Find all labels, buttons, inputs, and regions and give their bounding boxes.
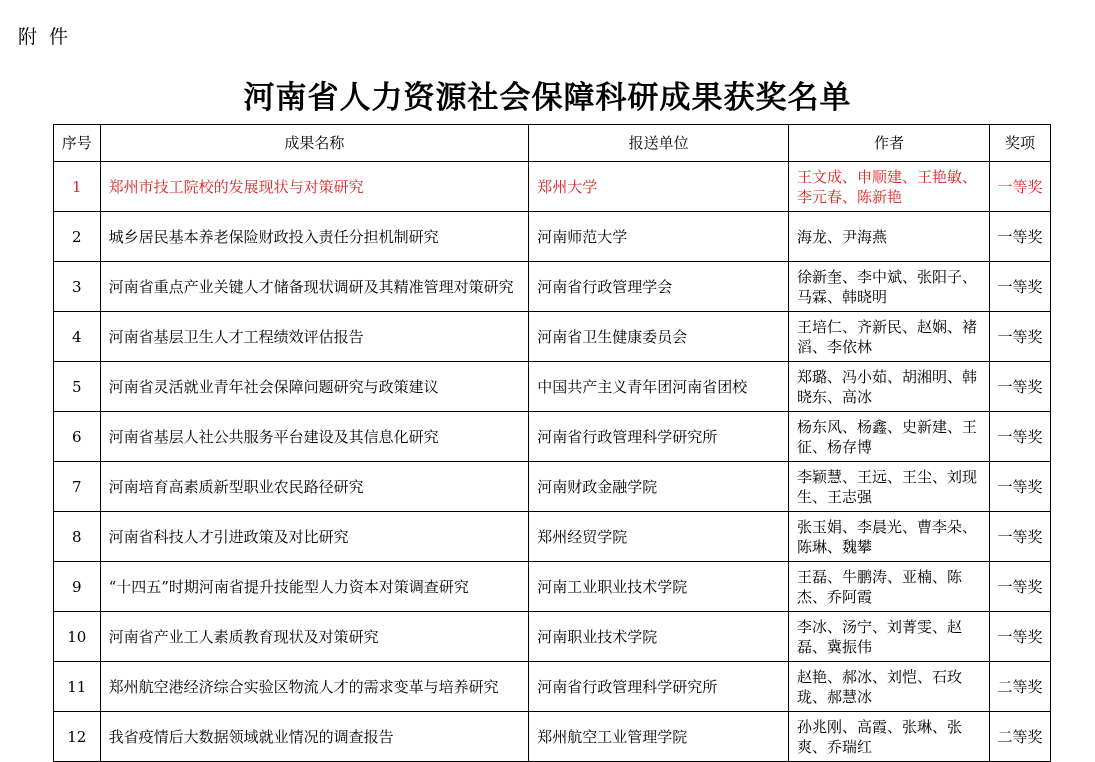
award-list-table	[53, 124, 1051, 762]
cell-award: 一等奖	[989, 262, 1050, 312]
cell-name: 河南省基层人社公共服务平台建设及其信息化研究	[100, 412, 529, 462]
cell-award: 一等奖	[989, 212, 1050, 262]
header-unit: 报送单位	[529, 125, 789, 162]
cell-name: 郑州航空港经济综合实验区物流人才的需求变革与培养研究	[100, 662, 529, 712]
cell-no: 11	[54, 662, 101, 712]
cell-name: 河南省重点产业关键人才储备现状调研及其精准管理对策研究	[100, 262, 529, 312]
cell-author: 王培仁、齐新民、赵娴、褚滔、李依林	[789, 312, 990, 362]
cell-unit: 河南省卫生健康委员会	[529, 312, 789, 362]
table-row	[54, 412, 1051, 462]
table-row	[54, 662, 1051, 712]
cell-name: 河南省产业工人素质教育现状及对策研究	[100, 612, 529, 662]
cell-name: 河南省灵活就业青年社会保障问题研究与政策建议	[100, 362, 529, 412]
table-row	[54, 512, 1051, 562]
cell-no: 4	[54, 312, 101, 362]
cell-no: 2	[54, 212, 101, 262]
cell-award: 一等奖	[989, 312, 1050, 362]
table-row	[54, 562, 1051, 612]
cell-unit: 中国共产主义青年团河南省团校	[529, 362, 789, 412]
cell-author: 杨东风、杨鑫、史新建、王征、杨存博	[789, 412, 990, 462]
cell-award: 一等奖	[989, 412, 1050, 462]
cell-unit: 河南省行政管理学会	[529, 262, 789, 312]
cell-author: 赵艳、郝冰、刘恺、石玫珑、郝慧冰	[789, 662, 990, 712]
header-award: 奖项	[989, 125, 1050, 162]
cell-unit: 河南工业职业技术学院	[529, 562, 789, 612]
cell-author: 李颖慧、王远、王尘、刘现生、王志强	[789, 462, 990, 512]
table-row	[54, 462, 1051, 512]
cell-no: 10	[54, 612, 101, 662]
cell-no: 12	[54, 712, 101, 762]
cell-author: 孙兆刚、高霞、张琳、张爽、乔瑞红	[789, 712, 990, 762]
cell-no: 9	[54, 562, 101, 612]
cell-award: 一等奖	[989, 462, 1050, 512]
cell-name: 郑州市技工院校的发展现状与对策研究	[100, 162, 529, 212]
table-row	[54, 212, 1051, 262]
table-row	[54, 262, 1051, 312]
cell-author: 李冰、汤宁、刘菁雯、赵磊、冀振伟	[789, 612, 990, 662]
cell-award: 一等奖	[989, 162, 1050, 212]
cell-unit: 河南省行政管理科学研究所	[529, 412, 789, 462]
cell-name: 河南省科技人才引进政策及对比研究	[100, 512, 529, 562]
cell-unit: 河南省行政管理科学研究所	[529, 662, 789, 712]
attachment-label: 附件	[18, 26, 81, 48]
document-title: 河南省人力资源社会保障科研成果获奖名单	[243, 80, 852, 116]
cell-name: 河南培育高素质新型职业农民路径研究	[100, 462, 529, 512]
cell-unit: 郑州航空工业管理学院	[529, 712, 789, 762]
header-name: 成果名称	[100, 125, 529, 162]
table-header-row	[54, 125, 1051, 162]
table-row	[54, 362, 1051, 412]
cell-no: 6	[54, 412, 101, 462]
cell-name: 我省疫情后大数据领域就业情况的调查报告	[100, 712, 529, 762]
cell-author: 郑璐、冯小茹、胡湘明、韩晓东、高冰	[789, 362, 990, 412]
cell-unit: 郑州经贸学院	[529, 512, 789, 562]
cell-name: “十四五”时期河南省提升技能型人力资本对策调查研究	[100, 562, 529, 612]
cell-name: 河南省基层卫生人才工程绩效评估报告	[100, 312, 529, 362]
cell-unit: 河南职业技术学院	[529, 612, 789, 662]
cell-award: 一等奖	[989, 362, 1050, 412]
cell-no: 7	[54, 462, 101, 512]
table-row	[54, 162, 1051, 212]
cell-award: 一等奖	[989, 562, 1050, 612]
cell-author: 王文成、申顺建、王艳敏、李元春、陈新艳	[789, 162, 990, 212]
cell-award: 一等奖	[989, 612, 1050, 662]
cell-unit: 河南财政金融学院	[529, 462, 789, 512]
table-row	[54, 312, 1051, 362]
cell-author: 徐新奎、李中斌、张阳子、马霖、韩晓明	[789, 262, 990, 312]
table-row	[54, 612, 1051, 662]
header-author: 作者	[789, 125, 990, 162]
cell-no: 1	[54, 162, 101, 212]
header-no: 序号	[54, 125, 101, 162]
cell-author: 海龙、尹海燕	[789, 212, 990, 262]
cell-name: 城乡居民基本养老保险财政投入责任分担机制研究	[100, 212, 529, 262]
cell-author: 王磊、牛鹏涛、亚楠、陈杰、乔阿霞	[789, 562, 990, 612]
cell-no: 5	[54, 362, 101, 412]
cell-unit: 郑州大学	[529, 162, 789, 212]
cell-no: 8	[54, 512, 101, 562]
cell-author: 张玉娟、李晨光、曹李朵、陈琳、魏攀	[789, 512, 990, 562]
cell-award: 二等奖	[989, 662, 1050, 712]
cell-unit: 河南师范大学	[529, 212, 789, 262]
table-row	[54, 712, 1051, 762]
cell-award: 一等奖	[989, 512, 1050, 562]
cell-award: 二等奖	[989, 712, 1050, 762]
cell-no: 3	[54, 262, 101, 312]
